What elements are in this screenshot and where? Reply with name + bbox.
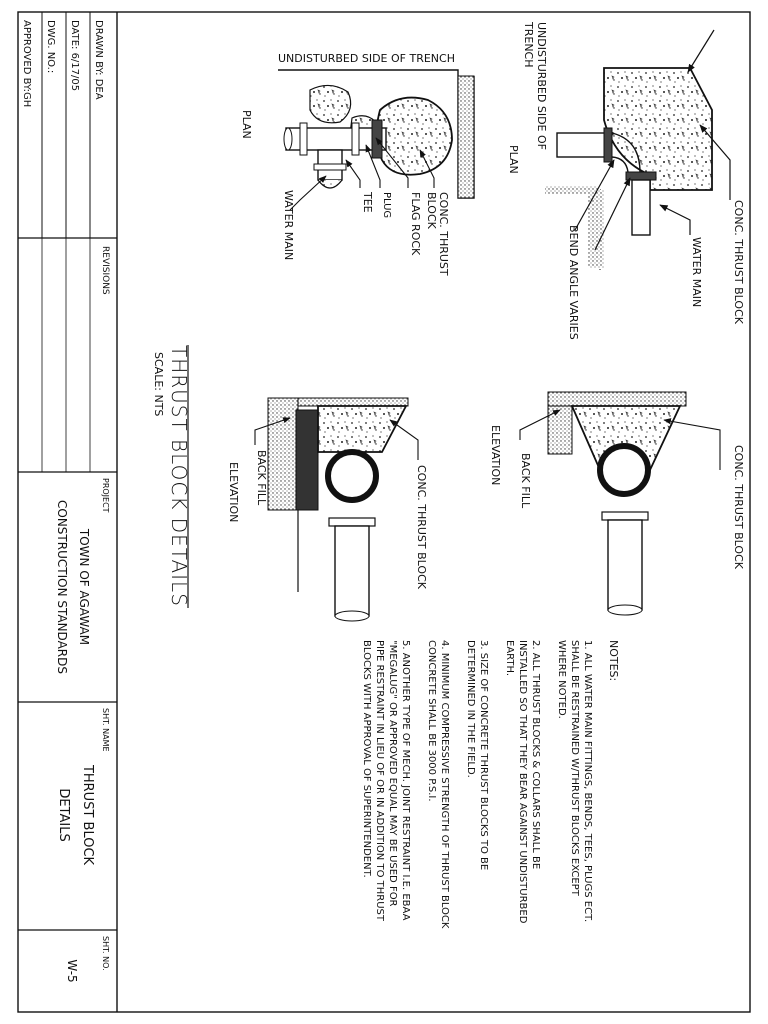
note-1-line-1: 1. ALL WATER MAIN FITTINGS, BENDS, TEES, PLUGS ECT. (582, 640, 593, 923)
tee-label: TEE (361, 192, 374, 213)
elev-center-backfill-label: BACK FILL (255, 450, 268, 506)
tee-plan-label: PLAN (240, 110, 253, 139)
note-5-line-1: 5. ANOTHER TYPE OF MECH. JOINT RESTRAINT I.E. EBAA (400, 640, 411, 921)
tee-conc-thrust-label-1: CONC. THRUST (437, 192, 450, 276)
bend-angle-label: BEND ANGLE VARIES (567, 225, 580, 340)
bend-undisturbed-label-1: UNDISTURBED SIDE OF (535, 22, 548, 150)
sheet-number: W-5 (65, 959, 79, 983)
elevation-detail-center (227, 398, 428, 621)
notes-heading: NOTES: (607, 640, 620, 682)
elev-center-conc-label: CONC. THRUST BLOCK (415, 465, 428, 589)
note-5-line-2: "MEGALUG" OR APPROVED EQUAL MAY BE USED FOR (387, 640, 398, 907)
note-3-line-2: DETERMINED IN THE FIELD. (465, 640, 476, 778)
drawing-scale: SCALE: NTS (152, 352, 165, 417)
notes-section (361, 640, 620, 929)
sheet-name-line2: DETAILS (56, 788, 71, 842)
note-1-line-2: SHALL BE RESTRAINED W/THRUST BLOCKS EXCEPT (569, 640, 580, 896)
revisions-label: REVISIONS (100, 246, 110, 295)
sheet-name-line1: THRUST BLOCK (80, 764, 95, 866)
bend-plan-label: PLAN (507, 145, 520, 174)
note-2-line-1: 2. ALL THRUST BLOCKS & COLLARS SHALL BE (530, 640, 541, 870)
sheet-name-label: SHT. NAME (101, 708, 110, 752)
tee-water-main-label: WATER MAIN (282, 190, 295, 261)
project-subtitle: CONSTRUCTION STANDARDS (55, 500, 69, 674)
project-label: PROJECT (101, 478, 110, 513)
elev-right-backfill-label: BACK FILL (519, 453, 532, 509)
note-3-line-1: 3. SIZE OF CONCRETE THRUST BLOCKS TO BE (478, 640, 489, 871)
note-2-line-2: INSTALLED SO THAT THEY BEAR AGAINST UNDISTURBED (517, 640, 528, 924)
tee-conc-thrust-label-2: BLOCK (425, 192, 438, 229)
tee-plug-label: PLUG (381, 192, 392, 219)
note-5-line-4: BLOCKS WITH APPROVAL OF SUPERINTENDENT. (361, 640, 372, 878)
title-block (18, 12, 117, 1012)
sheet-number-label: SHT. NO. (101, 936, 110, 971)
tee-undisturbed-label: UNDISTURBED SIDE OF TRENCH (278, 52, 455, 65)
elevation-detail-right (489, 392, 745, 615)
elev-right-conc-label: CONC. THRUST BLOCK (732, 445, 745, 569)
elev-right-elevation-label: ELEVATION (489, 425, 502, 486)
drawing-title: THRUST BLOCK DETAILS (167, 345, 191, 607)
note-2-line-3: EARTH. (504, 640, 515, 677)
approved-by: APPROVED BY:GH (21, 20, 32, 108)
tee-flag-rock-label: FLAG ROCK (409, 192, 422, 256)
project-name: TOWN OF AGAWAM (77, 528, 91, 646)
drawing-title-group (152, 345, 191, 608)
tee-plan-detail (240, 52, 474, 276)
bend-conc-thrust-block-label: CONC. THRUST BLOCK (732, 200, 745, 324)
bend-water-main-label: WATER MAIN (690, 237, 703, 308)
note-1-line-3: WHERE NOTED. (556, 640, 567, 719)
elev-center-elevation-label: ELEVATION (227, 462, 240, 523)
bend-undisturbed-label-2: TRENCH (522, 22, 535, 68)
drawn-by: DRAWN BY: DEA (93, 20, 104, 100)
bend-plan-detail (507, 21, 745, 340)
note-5-line-3: PIPE RESTRAINT IN LIEU OF OR IN ADDITION TO THRUST (374, 640, 385, 921)
note-4-line-1: 4. MINIMUM COMPRESSIVE STRENGTH OF THRUST BLOCK (439, 640, 450, 929)
note-4-line-2: CONCRETE SHALL BE 3000 P.S.I. (426, 640, 437, 802)
drawing-number: DWG. NO.: (45, 20, 56, 74)
drawing-date: DATE: 6/17/05 (69, 20, 80, 92)
